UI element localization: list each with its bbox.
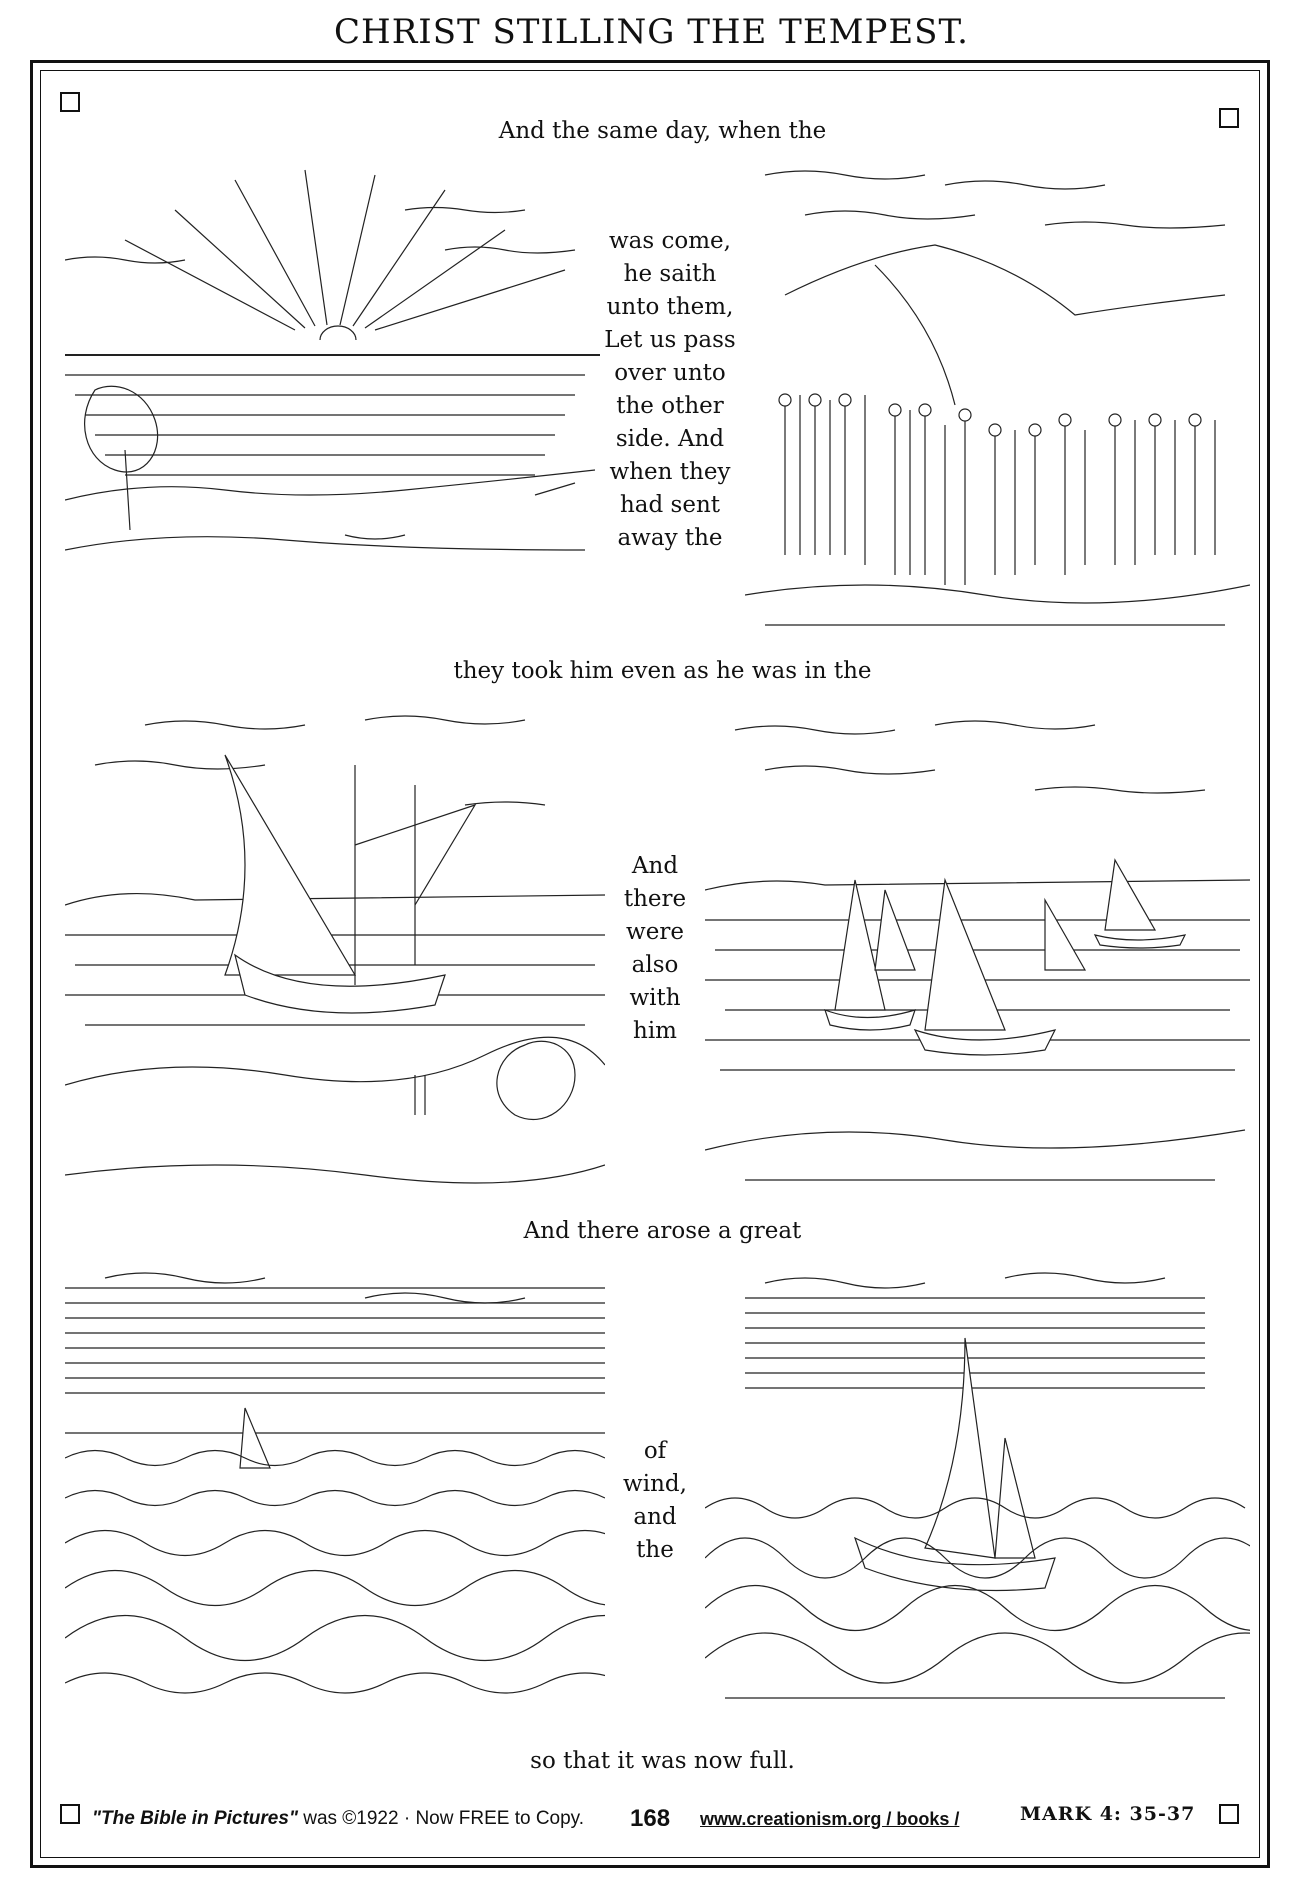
caption-middle: they took him even as he was in the [453,658,872,684]
corner-ornament-top-right [1219,108,1239,128]
side-text-line: wind, [623,1471,687,1497]
side-text-line: were [626,919,684,945]
footer-credit [92,1808,584,1830]
side-text-1 [600,225,740,555]
corner-ornament-bottom-left [60,1804,80,1824]
side-text-line: had sent [619,492,721,518]
copyright-text: was ©1922 · Now FREE to Copy. [303,1808,585,1829]
side-text-line: Let us pass [604,327,736,353]
side-text-line: him [633,1018,677,1044]
side-text-line: and [633,1504,677,1530]
sunset-over-sea-picture [65,150,600,590]
distant-boat-in-storm-picture [65,1258,605,1713]
side-text-3 [605,1435,705,1567]
fleet-of-boats-picture [705,710,1250,1205]
caption-lower: And there arose a great [523,1218,802,1244]
caption-bottom: so that it was now full. [530,1748,795,1774]
side-text-line: side. And [615,426,725,452]
page-title: CHRIST STILLING THE TEMPEST. [334,12,969,52]
book-title: "The Bible in Pictures" [92,1808,298,1829]
side-text-line: And [631,853,679,879]
caption-top: And the same day, when the [498,118,827,144]
scripture-reference: MARK 4: 35-37 [1020,1803,1196,1825]
side-text-line: with [629,985,681,1011]
side-text-line: over unto [614,360,726,386]
crowd-on-shore-picture [745,155,1250,645]
side-text-line: unto them, [606,294,734,320]
side-text-line: the [636,1537,674,1563]
side-text-line: was come, [609,228,731,254]
single-sailboat-picture [65,705,605,1205]
corner-ornament-top-left [60,92,80,112]
side-text-line: away the [617,525,723,551]
page-number: 168 [630,1805,671,1832]
side-text-line: when they [609,459,731,485]
website-link[interactable]: www.creationism.org / books / [700,1809,960,1829]
side-text-line: of [643,1438,667,1464]
corner-ornament-bottom-right [1219,1804,1239,1824]
side-text-line: he saith [623,261,717,287]
side-text-line: the other [616,393,724,419]
side-text-line: there [623,886,687,912]
side-text-2 [605,850,705,1048]
boat-in-waves-picture [705,1258,1250,1713]
side-text-line: also [631,952,679,978]
